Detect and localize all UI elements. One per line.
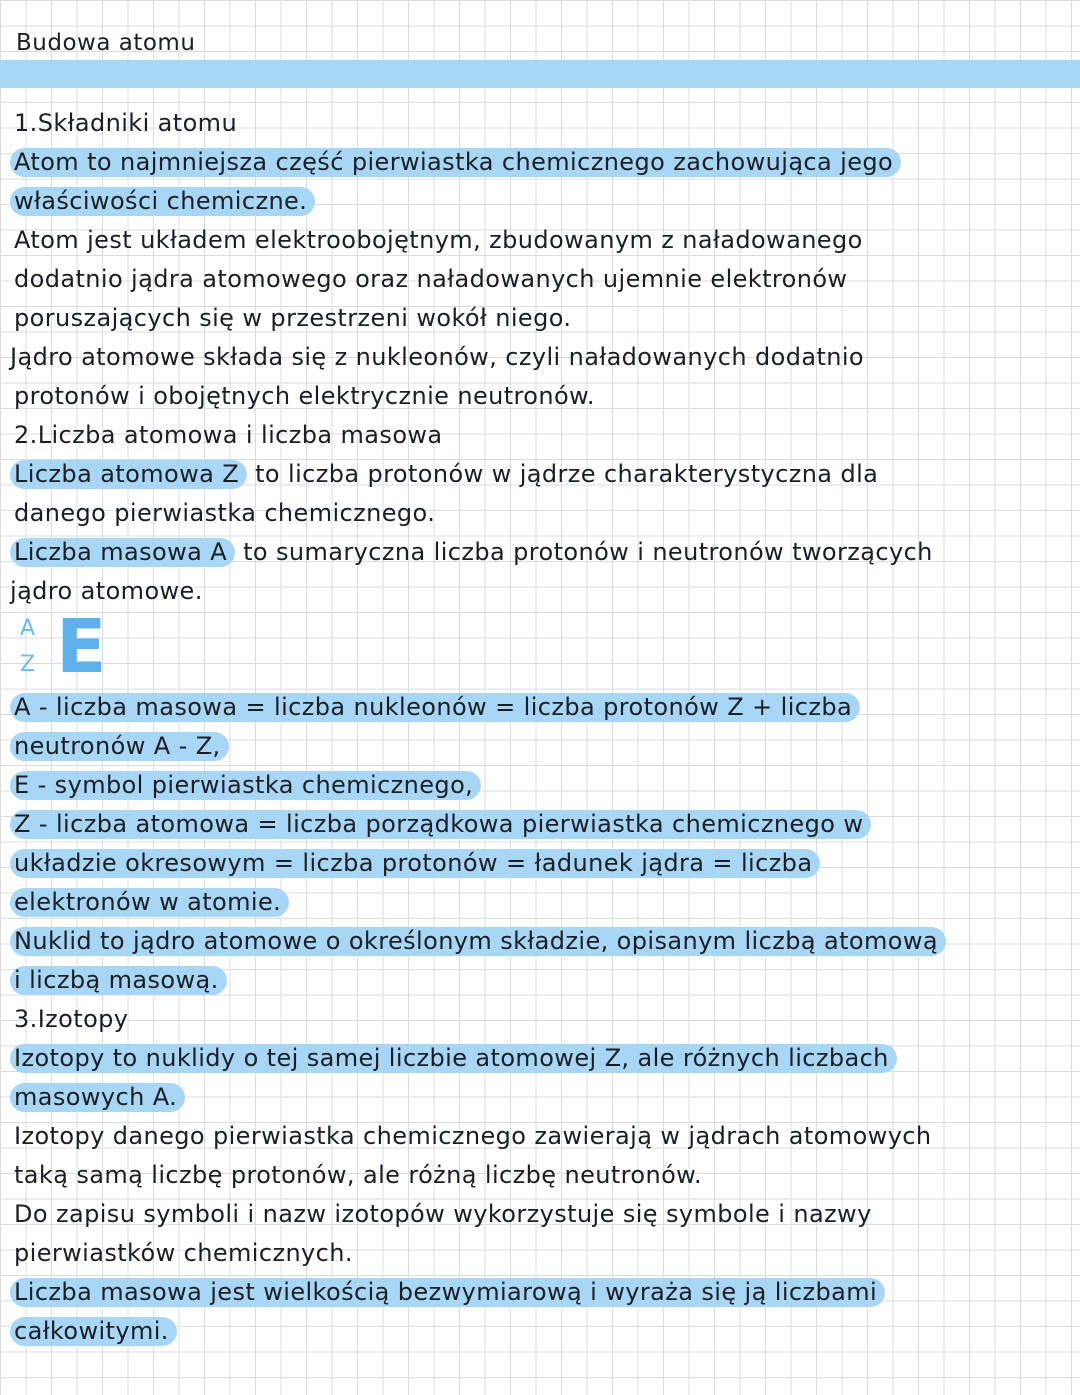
text-line: Do zapisu symboli i nazw izotopów wykorzystuje się symbole i nazwy xyxy=(14,1200,872,1228)
highlighted-text: i liczbą masową. xyxy=(10,966,227,995)
nuclide-symbol-notation xyxy=(20,604,140,690)
atomic-number-line xyxy=(14,457,878,491)
highlighted-text: neutronów A - Z, xyxy=(10,732,229,761)
element-symbol: E xyxy=(56,604,107,690)
highlighted-text: Atom to najmniejsza część pierwiastka chemicznego zachowująca jego xyxy=(10,148,901,177)
text-line: Izotopy danego pierwiastka chemicznego zawierają w jądrach atomowych xyxy=(14,1122,932,1150)
atomic-number-symbol: Z xyxy=(20,652,36,677)
section-heading-numbers: 2.Liczba atomowa i liczba masowa xyxy=(14,421,443,449)
title-underline-bar xyxy=(0,60,1080,88)
page-title: Budowa atomu xyxy=(16,30,196,56)
text-line: dodatnio jądra atomowego oraz naładowanych ujemnie elektronów xyxy=(14,265,848,293)
isotope-definition-line xyxy=(14,1041,897,1075)
mass-number-note-line xyxy=(14,1275,885,1309)
highlighted-text: całkowitymi. xyxy=(10,1317,177,1346)
text-segment: 1.Składniki atomu xyxy=(14,109,238,137)
highlighted-text: właściwości chemiczne. xyxy=(10,187,315,216)
highlighted-text: A - liczba masowa = liczba nukleonów = liczba protonów Z + liczba xyxy=(10,693,860,722)
text-line: protonów i obojętnych elektrycznie neutronów. xyxy=(14,382,595,410)
text-segment: to sumaryczna liczba protonów i neutronów tworzących xyxy=(235,538,933,566)
section-heading-components xyxy=(14,106,237,140)
definition-line xyxy=(14,145,901,179)
text-line: Jądro atomowe składa się z nukleonów, czyli naładowanych dodatnio xyxy=(10,343,865,371)
text-line: taką samą liczbę protonów, ale różną liczbę neutronów. xyxy=(14,1161,703,1189)
highlighted-text: Nuklid to jądro atomowe o określonym składzie, opisanym liczbą atomową xyxy=(10,927,946,956)
atomic-number-term: Liczba atomowa Z xyxy=(10,460,247,489)
isotope-definition-line xyxy=(14,1080,185,1114)
text-line: pierwiastków chemicznych. xyxy=(14,1239,353,1267)
text-line: danego pierwiastka chemicznego. xyxy=(14,499,436,527)
nuclide-definition-line xyxy=(14,924,946,958)
definition-line xyxy=(14,184,315,218)
text-line: poruszających się w przestrzeni wokół niego. xyxy=(14,304,572,332)
highlighted-text: Izotopy to nuklidy o tej samej liczbie atomowej Z, ale różnych liczbach xyxy=(10,1044,897,1073)
text-line: Atom jest układem elektroobojętnym, zbudowanym z naładowanego xyxy=(14,226,863,254)
highlighted-text: Z - liczba atomowa = liczba porządkowa pierwiastka chemicznego w xyxy=(10,810,871,839)
highlighted-text: Liczba masowa jest wielkością bezwymiarową i wyraża się ją liczbami xyxy=(10,1278,885,1307)
legend-line xyxy=(14,768,481,802)
legend-line xyxy=(14,807,871,841)
legend-line xyxy=(14,885,289,919)
legend-line xyxy=(14,729,229,763)
mass-number-term: Liczba masowa A xyxy=(10,538,235,567)
section-heading-isotopes: 3.Izotopy xyxy=(14,1005,129,1033)
mass-number-symbol: A xyxy=(20,616,36,641)
legend-line xyxy=(14,690,860,724)
highlighted-text: masowych A. xyxy=(10,1083,185,1112)
highlighted-text: elektronów w atomie. xyxy=(10,888,289,917)
mass-number-note-line xyxy=(14,1314,177,1348)
nuclide-definition-line xyxy=(14,963,227,997)
legend-line xyxy=(14,846,820,880)
mass-number-line xyxy=(14,535,933,569)
highlighted-text: E - symbol pierwiastka chemicznego, xyxy=(10,771,481,800)
text-segment: to liczba protonów w jądrze charakterystyczna dla xyxy=(247,460,879,488)
highlighted-text: układzie okresowym = liczba protonów = ładunek jądra = liczba xyxy=(10,849,820,878)
text-line: jądro atomowe. xyxy=(10,577,203,605)
